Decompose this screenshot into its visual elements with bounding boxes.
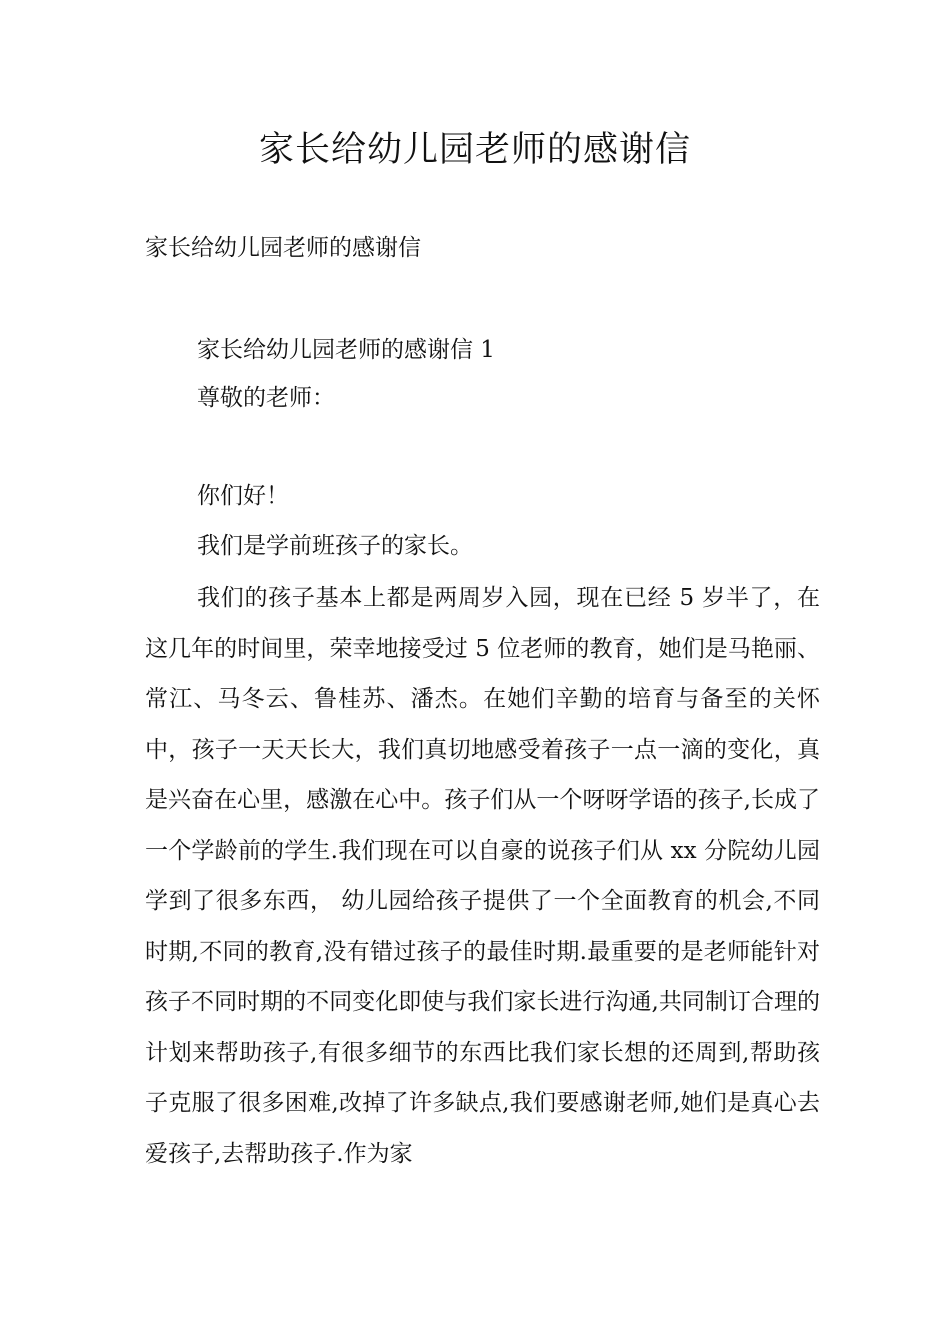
salutation: 尊敬的老师： bbox=[197, 385, 335, 411]
greeting: 你们好！ bbox=[197, 483, 289, 509]
document-subtitle: 家长给幼儿园老师的感谢信 bbox=[145, 235, 421, 261]
document-title: 家长给幼儿园老师的感谢信 bbox=[258, 130, 691, 170]
section-heading: 家长给幼儿园老师的感谢信 1 bbox=[197, 337, 495, 363]
main-paragraph: 我们的孩子基本上都是两周岁入园，现在已经 5 岁半了，在这几年的时间里，荣幸地接受过 5 位老师的教育，她们是马艳丽、常江、马冬云、鲁桂苏、潘杰。在她们辛勤的培育与备至的关怀中，孩子一天天长大，我们真切地感受着孩子一点一滴的变化，真是兴奋在心里，感激在心中。孩子们从一个呀呀学语的孩子,长成了一个学龄前的学生.我们现在可以自豪的说孩子们从 xx 分院幼儿园学到了很多东西， 幼儿园给孩子提供了一个全面教育的机会,不同时期,不同的教育,没有错过孩子的最佳时期.最重要的是老师能针对孩子不同时期的不同变化即使与我们家长进行沟通,共同制订合理的计划来帮助孩子,有很多细节的东西比我们家长想的还周到,帮助孩子克服了很多困难,改掉了许多缺点,我们要感谢老师,她们是真心去爱孩子,去帮助孩子.作为家 bbox=[145, 585, 820, 1167]
intro-paragraph: 我们是学前班孩子的家长。 bbox=[197, 533, 473, 559]
